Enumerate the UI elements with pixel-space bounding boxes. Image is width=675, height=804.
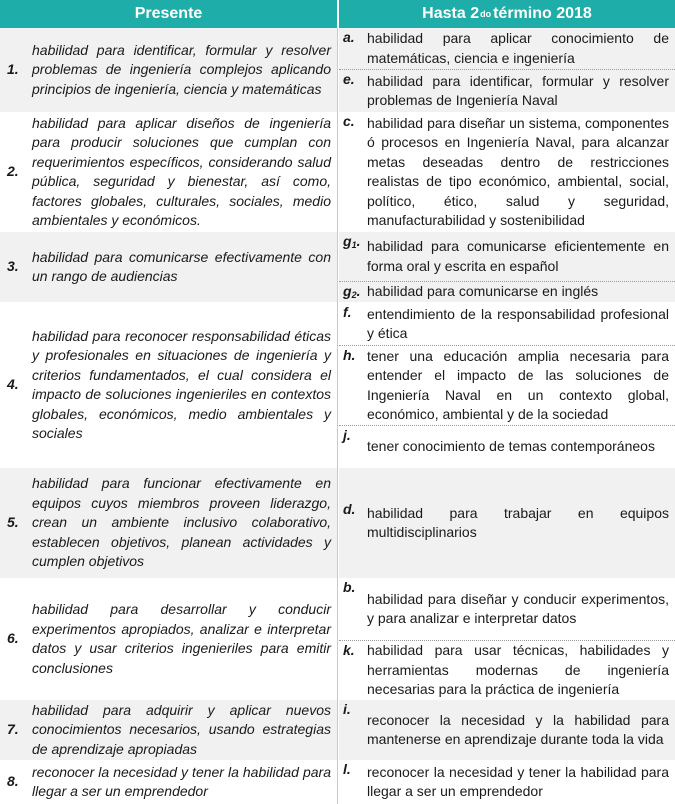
row-number: 4. [7,376,19,393]
present-row-4 [0,302,337,468]
outcome-text: habilidad para identificar, formular y resolver problemas de Ingeniería Naval [367,72,669,108]
column-header-present [0,0,337,28]
column-divider [337,28,338,804]
outcome-i [339,700,675,760]
row-number: 7. [7,721,19,738]
outcome-h [339,346,675,425]
row-number: 5. [7,514,19,531]
outcome-text: tener una educación amplia necesaria para entender el impacto de las soluciones de Ingeniería Naval en un contexto global, económico, ambiental y de la sociedad [367,347,669,422]
outcome-text: reconocer la necesidad y tener la habilidad para llegar a ser un emprendedor [367,763,669,799]
row-text: habilidad para aplicar diseños de ingeniería para producir soluciones que cumplan con requerimientos específicos, considerando salud pública, seguridad y bienestar, así como, factores globales, culturales, sociales, medio ambientales y económicos. [32,114,331,228]
outcome-letter: a. [343,29,355,45]
outcome-letter-suffix: . [356,233,361,249]
outcome-letter-sub: 2 [351,290,357,300]
outcome-g1 [339,232,675,281]
row-text: reconocer la necesidad y tener la habilidad para llegar a ser un emprendedor [32,763,331,799]
row-number: 2. [7,163,19,180]
row-text: habilidad para comunicarse efectivamente con un rango de audiencias [32,248,331,284]
outcome-letter [339,282,367,306]
outcome-letter [339,232,367,256]
outcome-d [339,500,675,546]
row-text: habilidad para funcionar efectivamente en equipos cuyos miembros proveen liderazgo, crean un ambiente inclusivo colaborativo, establecen objetivos, planean actividades y cumplen objetivos [32,475,331,570]
present-row-6 [0,578,337,700]
column-header-until-2018 [339,0,675,28]
present-row-2 [0,112,337,232]
outcome-letter: e. [343,71,355,87]
outcome-text: habilidad para comunicarse en inglés [367,283,599,300]
outcome-text: tener conocimiento de temas contemporáneos [367,438,655,455]
present-row-1 [0,28,337,112]
column-header-sup: do [480,9,492,19]
present-row-7 [0,700,337,760]
row-number: 8. [7,773,19,790]
present-row-3 [0,232,337,302]
outcome-k [339,641,675,700]
outcome-g2 [339,282,675,302]
column-header-suffix: término 2018 [493,5,592,22]
row-text: habilidad para desarrollar y conducir experimentos apropiados, analizar e interpretar datos y usar criterios ingenieriles para emitir conclusiones [32,601,331,676]
outcome-letter: f. [343,304,352,320]
outcome-text: habilidad para trabajar en equipos multidisciplinarios [367,504,669,540]
outcome-text: habilidad para diseñar un sistema, componentes ó procesos en Ingeniería Naval, para alcanzar metas deseadas dentro de restricciones realistas de tipo económico, ambiental, social, político, ético, salud y seguridad, manufacturabilidad y sostenibilidad [367,114,669,228]
outcome-letter: j. [343,427,351,443]
outcome-text: habilidad para aplicar conocimiento de matemáticas, ciencia e ingeniería [367,30,669,66]
outcome-letter-sub: 1 [351,240,357,250]
outcome-letter-base: g [343,233,352,249]
outcome-letter: l. [343,761,351,777]
row-number: 3. [7,258,19,275]
outcome-letter: k. [343,642,355,658]
outcome-letter-suffix: . [356,283,361,299]
row-text: habilidad para adquirir y aplicar nuevos conocimientos necesarios, usando estrategias de aprendizaje apropiadas [32,701,331,757]
outcome-b [339,578,675,640]
outcome-j [339,426,675,468]
outcome-l [339,760,675,804]
present-row-5 [0,468,337,578]
outcome-text: habilidad para comunicarse eficientemente en forma oral y escrita en español [367,238,669,274]
outcome-text: habilidad para usar técnicas, habilidades y herramientas modernas de ingeniería necesarias para la práctica de ingeniería [367,642,669,698]
outcome-text: entendimiento de la responsabilidad profesional y ética [367,305,669,341]
present-row-8 [0,760,337,804]
outcome-c [339,112,675,232]
outcome-f [339,303,675,345]
outcome-letter: c. [343,113,355,129]
column-header-present-label: Presente [134,5,203,22]
outcome-text: habilidad para diseñar y conducir experimentos, y para analizar e interpretar datos [367,590,669,626]
outcome-a [339,28,675,69]
row-number: 6. [7,630,19,647]
column-header-prefix: Hasta 2 [422,5,480,22]
row-number: 1. [7,61,19,78]
row-text: habilidad para identificar, formular y resolver problemas de ingeniería complejos aplicando principios de ingeniería, ciencia y matemáticas [32,41,331,97]
outcome-letter-base: g [343,283,352,299]
outcome-e [339,70,675,112]
outcome-text: reconocer la necesidad y la habilidad para mantenerse en aprendizaje durante toda la vida [367,711,669,747]
row-text: habilidad para reconocer responsabilidad éticas y profesionales en situaciones de ingeniería y criterios fundamentados, el cual considera el impacto de soluciones ingenieriles en contextos globales, económicos, medio ambientales y sociales [32,327,331,441]
outcome-letter: i. [343,701,351,717]
outcome-letter: b. [343,579,356,595]
outcome-letter: d. [343,501,356,517]
outcome-letter: h. [343,347,356,363]
